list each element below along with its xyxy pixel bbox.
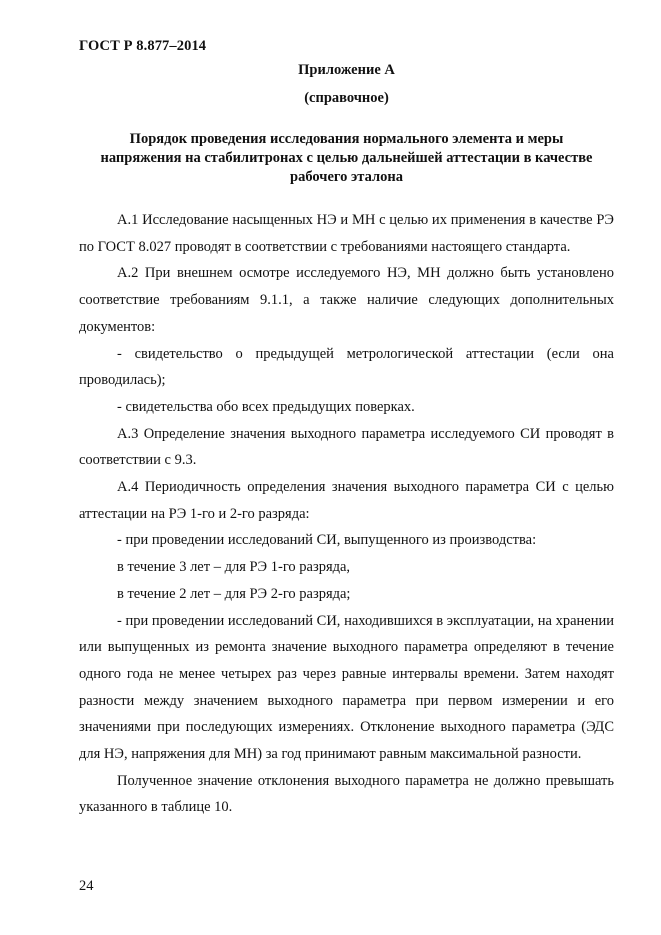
list-item-second-category: в течение 2 лет – для РЭ 2-го разряда; (117, 585, 351, 602)
page-number: 24 (79, 878, 94, 894)
appendix-kind: (справочное) (304, 90, 389, 106)
appendix-title: Приложение А (298, 62, 395, 78)
paragraph-a3: А.3 Определение значения выходного параметра исследуемого СИ проводят в соответствии с 9.3. (79, 425, 614, 469)
list-item-previous-attestation: - свидетельство о предыдущей метрологической аттестации (если она проводилась); (79, 345, 614, 389)
paragraph-a1: А.1 Исследование насыщенных НЭ и МН с целью их применения в качестве РЭ по ГОСТ 8.027 проводят в соответствии с требованиями настоящего стандарта. (79, 212, 614, 255)
section-heading (79, 130, 614, 187)
list-item-first-category: в течение 3 лет – для РЭ 1-го разряда, (117, 559, 351, 576)
body-text (79, 207, 614, 821)
list-item-used-instruments: - при проведении исследований СИ, находившихся в эксплуатации, на хранении или выпущенных из ремонта значение выходного параметра определяют в течение одного года не менее четырех раз через равные интервалы времени. Затем находят разности между значением выходного параметра при первом измерении и его значениями при последующих измерениях. Отклонение выходного параметра (ЭДС для НЭ, напряжения для МН) за год принимают равным максимальной разности. (79, 612, 614, 763)
paragraph-a4: А.4 Периодичность определения значения выходного параметра СИ с целью аттестации на РЭ 1-го и 2-го разряда: (79, 479, 614, 522)
list-item-new-instruments: - при проведении исследований СИ, выпущенного из производства: (117, 532, 537, 549)
section-heading-line: рабочего эталона (290, 169, 403, 185)
section-heading-line: Порядок проведения исследования нормального элемента и меры (129, 131, 564, 147)
paragraph-a2: А.2 При внешнем осмотре исследуемого НЭ, МН должно быть установлено соответствие требованиям 9.1.1, а также наличие следующих дополнительных документов: (79, 265, 614, 335)
section-heading-line: напряжения на стабилитронах с целью дальнейшей аттестации в качестве (100, 150, 593, 166)
paragraph-conclusion: Полученное значение отклонения выходного параметра не должно превышать указанного в таблице 10. (79, 772, 614, 816)
list-item-previous-verifications: - свидетельства обо всех предыдущих поверках. (117, 398, 415, 415)
document-code: ГОСТ Р 8.877–2014 (79, 38, 207, 54)
